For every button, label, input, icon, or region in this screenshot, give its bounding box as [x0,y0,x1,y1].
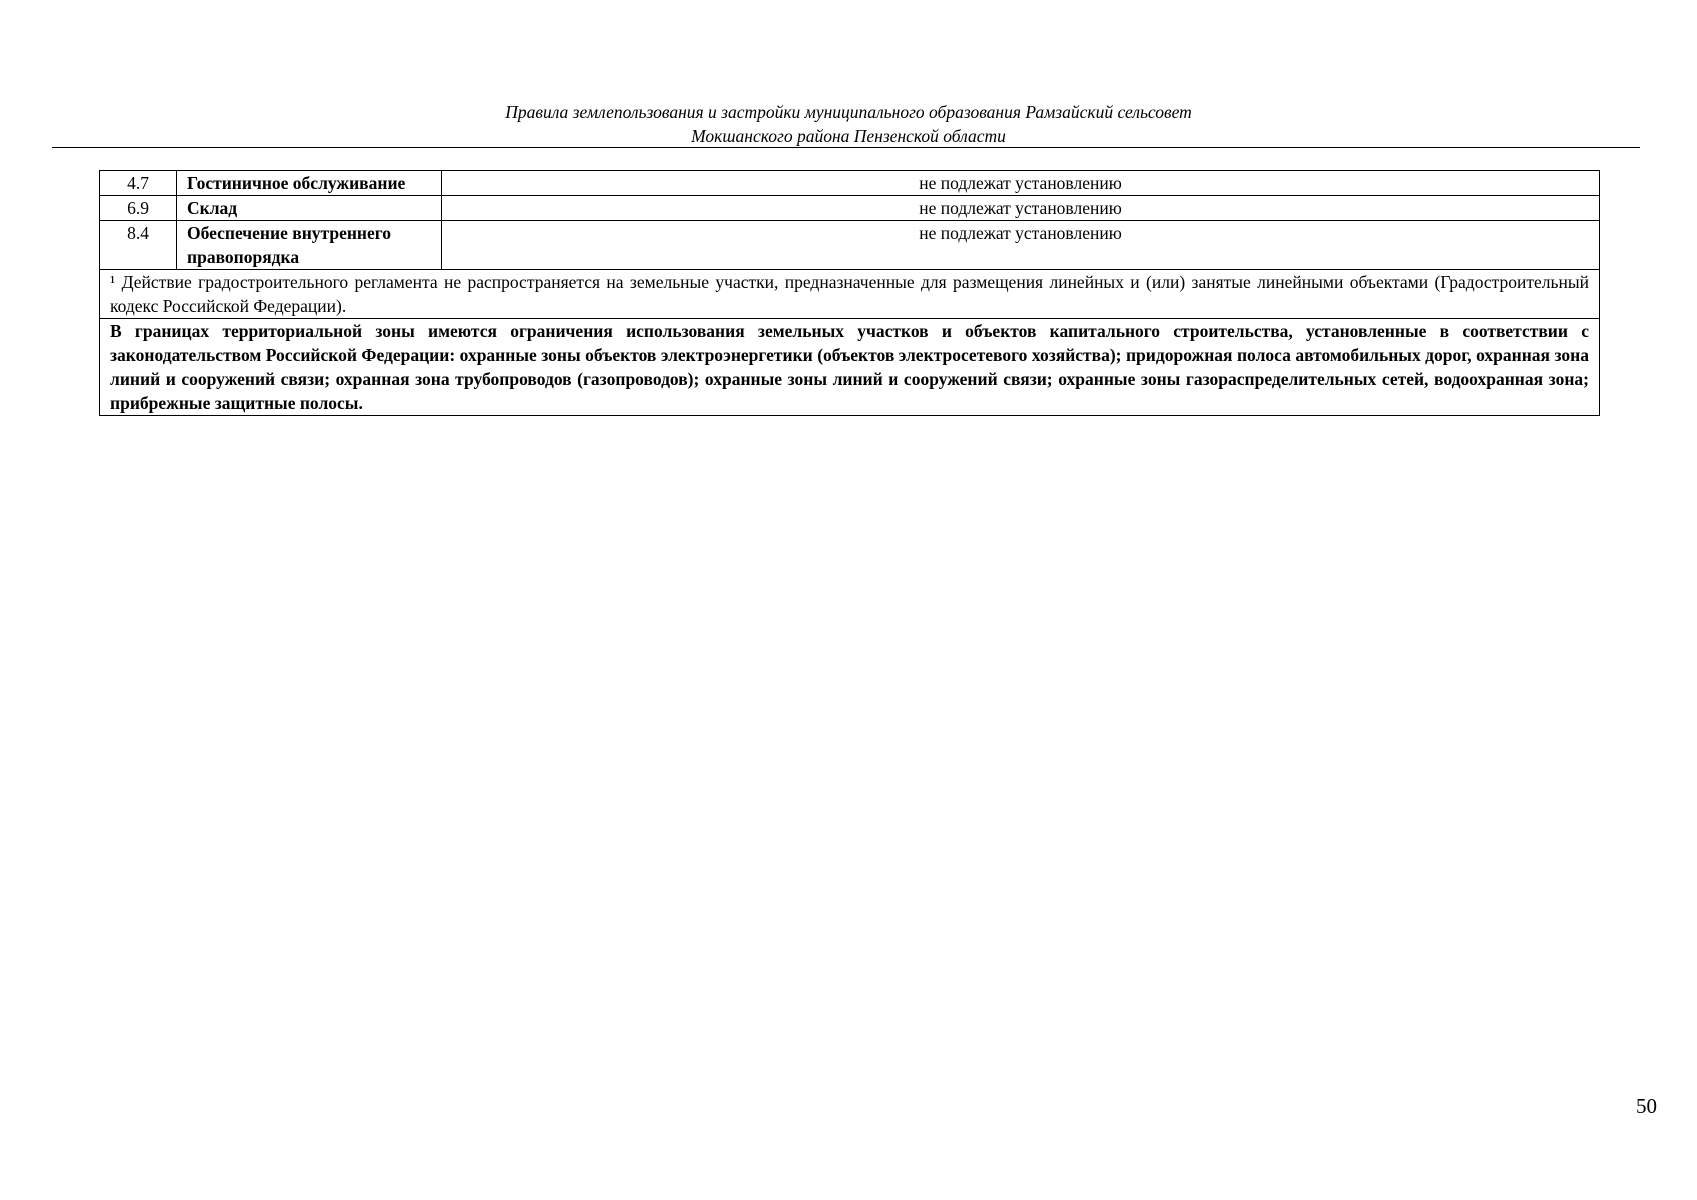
table-row [100,171,1600,196]
row-value: не подлежат установлению [442,221,1600,270]
table-row [100,196,1600,221]
footnote-row [100,270,1600,319]
restrictions-text: В границах территориальной зоны имеются ограничения использования земельных участков и объектов капитального строительства, установленные в соответствии с законодательством Российской Федерации: охранные зоны объектов электроэнергетики (объектов электросетевого хозяйства); придорожная полоса автомобильных дорог, охранная зона линий и сооружений связи; охранная зона трубопроводов (газопроводов); охранные зоны линий и сооружений связи; охранные зоны газораспределительных сетей, водоохранная зона; прибрежные защитные полосы. [100,319,1600,416]
restrictions-row [100,319,1600,416]
page-header [0,100,1697,148]
row-value: не подлежат установлению [442,196,1600,221]
regulations-table [99,170,1600,416]
header-rule [52,147,1640,148]
footnote-text: ¹ Действие градостроительного регламента не распространяется на земельные участки, предназначенные для размещения линейных и (или) занятые линейными объектами (Градостроительный кодекс Российской Федерации). [100,270,1600,319]
row-value: не подлежат установлению [442,171,1600,196]
row-name: Гостиничное обслуживание [177,171,442,196]
header-line-1: Правила землепользования и застройки муниципального образования Рамзайский сельсовет [505,102,1192,122]
row-name: Склад [177,196,442,221]
table-row [100,221,1600,270]
page-number: 50 [1636,1094,1657,1118]
row-code: 8.4 [100,221,177,270]
row-name: Обеспечение внутреннего правопорядка [177,221,442,270]
header-line-2: Мокшанского района Пензенской области [691,126,1006,146]
row-code: 6.9 [100,196,177,221]
row-code: 4.7 [100,171,177,196]
